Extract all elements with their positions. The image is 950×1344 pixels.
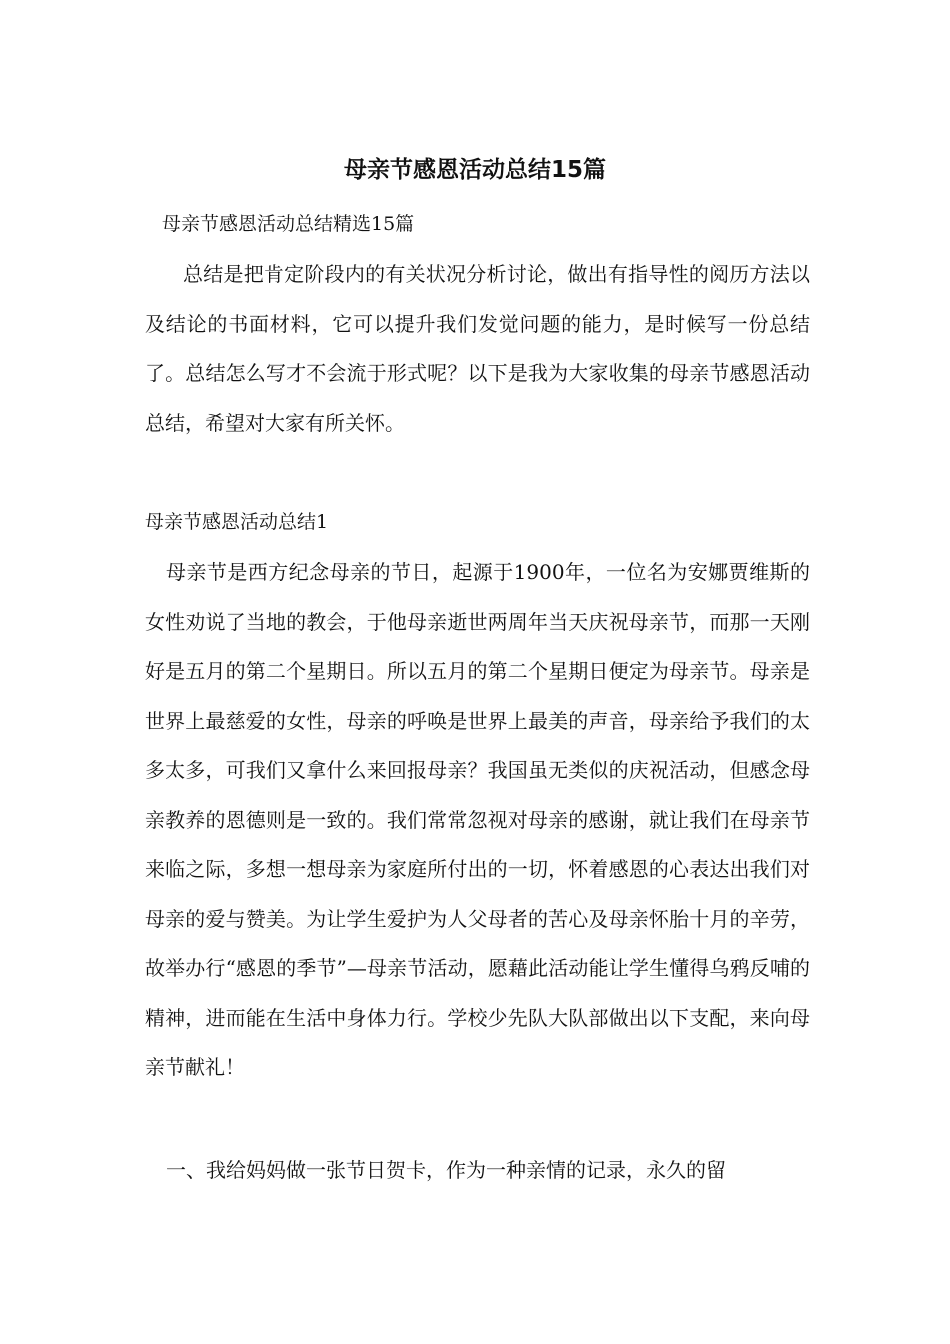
body-paragraph-1: 母亲节是西方纪念母亲的节日，起源于1900年，一位名为安娜贾维斯的女性劝说了当地的教会，于他母亲逝世两周年当天庆祝母亲节，而那一天刚好是五月的第二个星期日。所以五月的第二个星期日便定为母亲节。母亲是世界上最慈爱的女性，母亲的呼唤是世界上最美的声音，母亲给予我们的太多太多，可我们又拿什么来回报母亲？我国虽无类似的庆祝活动，但感念母亲教养的恩德则是一致的。我们常常忽视对母亲的感谢，就让我们在母亲节来临之际，多想一想母亲为家庭所付出的一切，怀着感恩的心表达出我们对母亲的爱与赞美。为让学生爱护为人父母者的苦心及母亲怀胎十月的辛劳，故举办行“感恩的季节”—母亲节活动，愿藉此活动能让学生懂得乌鸦反哺的精神，进而能在生活中身体力行。学校少先队大队部做出以下支配，来向母亲节献礼！ [145,560,810,1079]
section-heading: 母亲节感恩活动总结1 [145,511,329,533]
body-paragraph-2: 一、我给妈妈做一张节日贺卡，作为一种亲情的记录，永久的留 [166,1158,726,1182]
document-title: 母亲节感恩活动总结15篇 [343,157,606,183]
document-subtitle: 母亲节感恩活动总结精选15篇 [162,213,415,235]
intro-paragraph: 总结是把肯定阶段内的有关状况分析讨论，做出有指导性的阅历方法以及结论的书面材料，它可以提升我们发觉问题的能力，是时候写一份总结了。总结怎么写才不会流于形式呢？以下是我为大家收集的母亲节感恩活动总结，希望对大家有所关怀。 [145,262,810,435]
